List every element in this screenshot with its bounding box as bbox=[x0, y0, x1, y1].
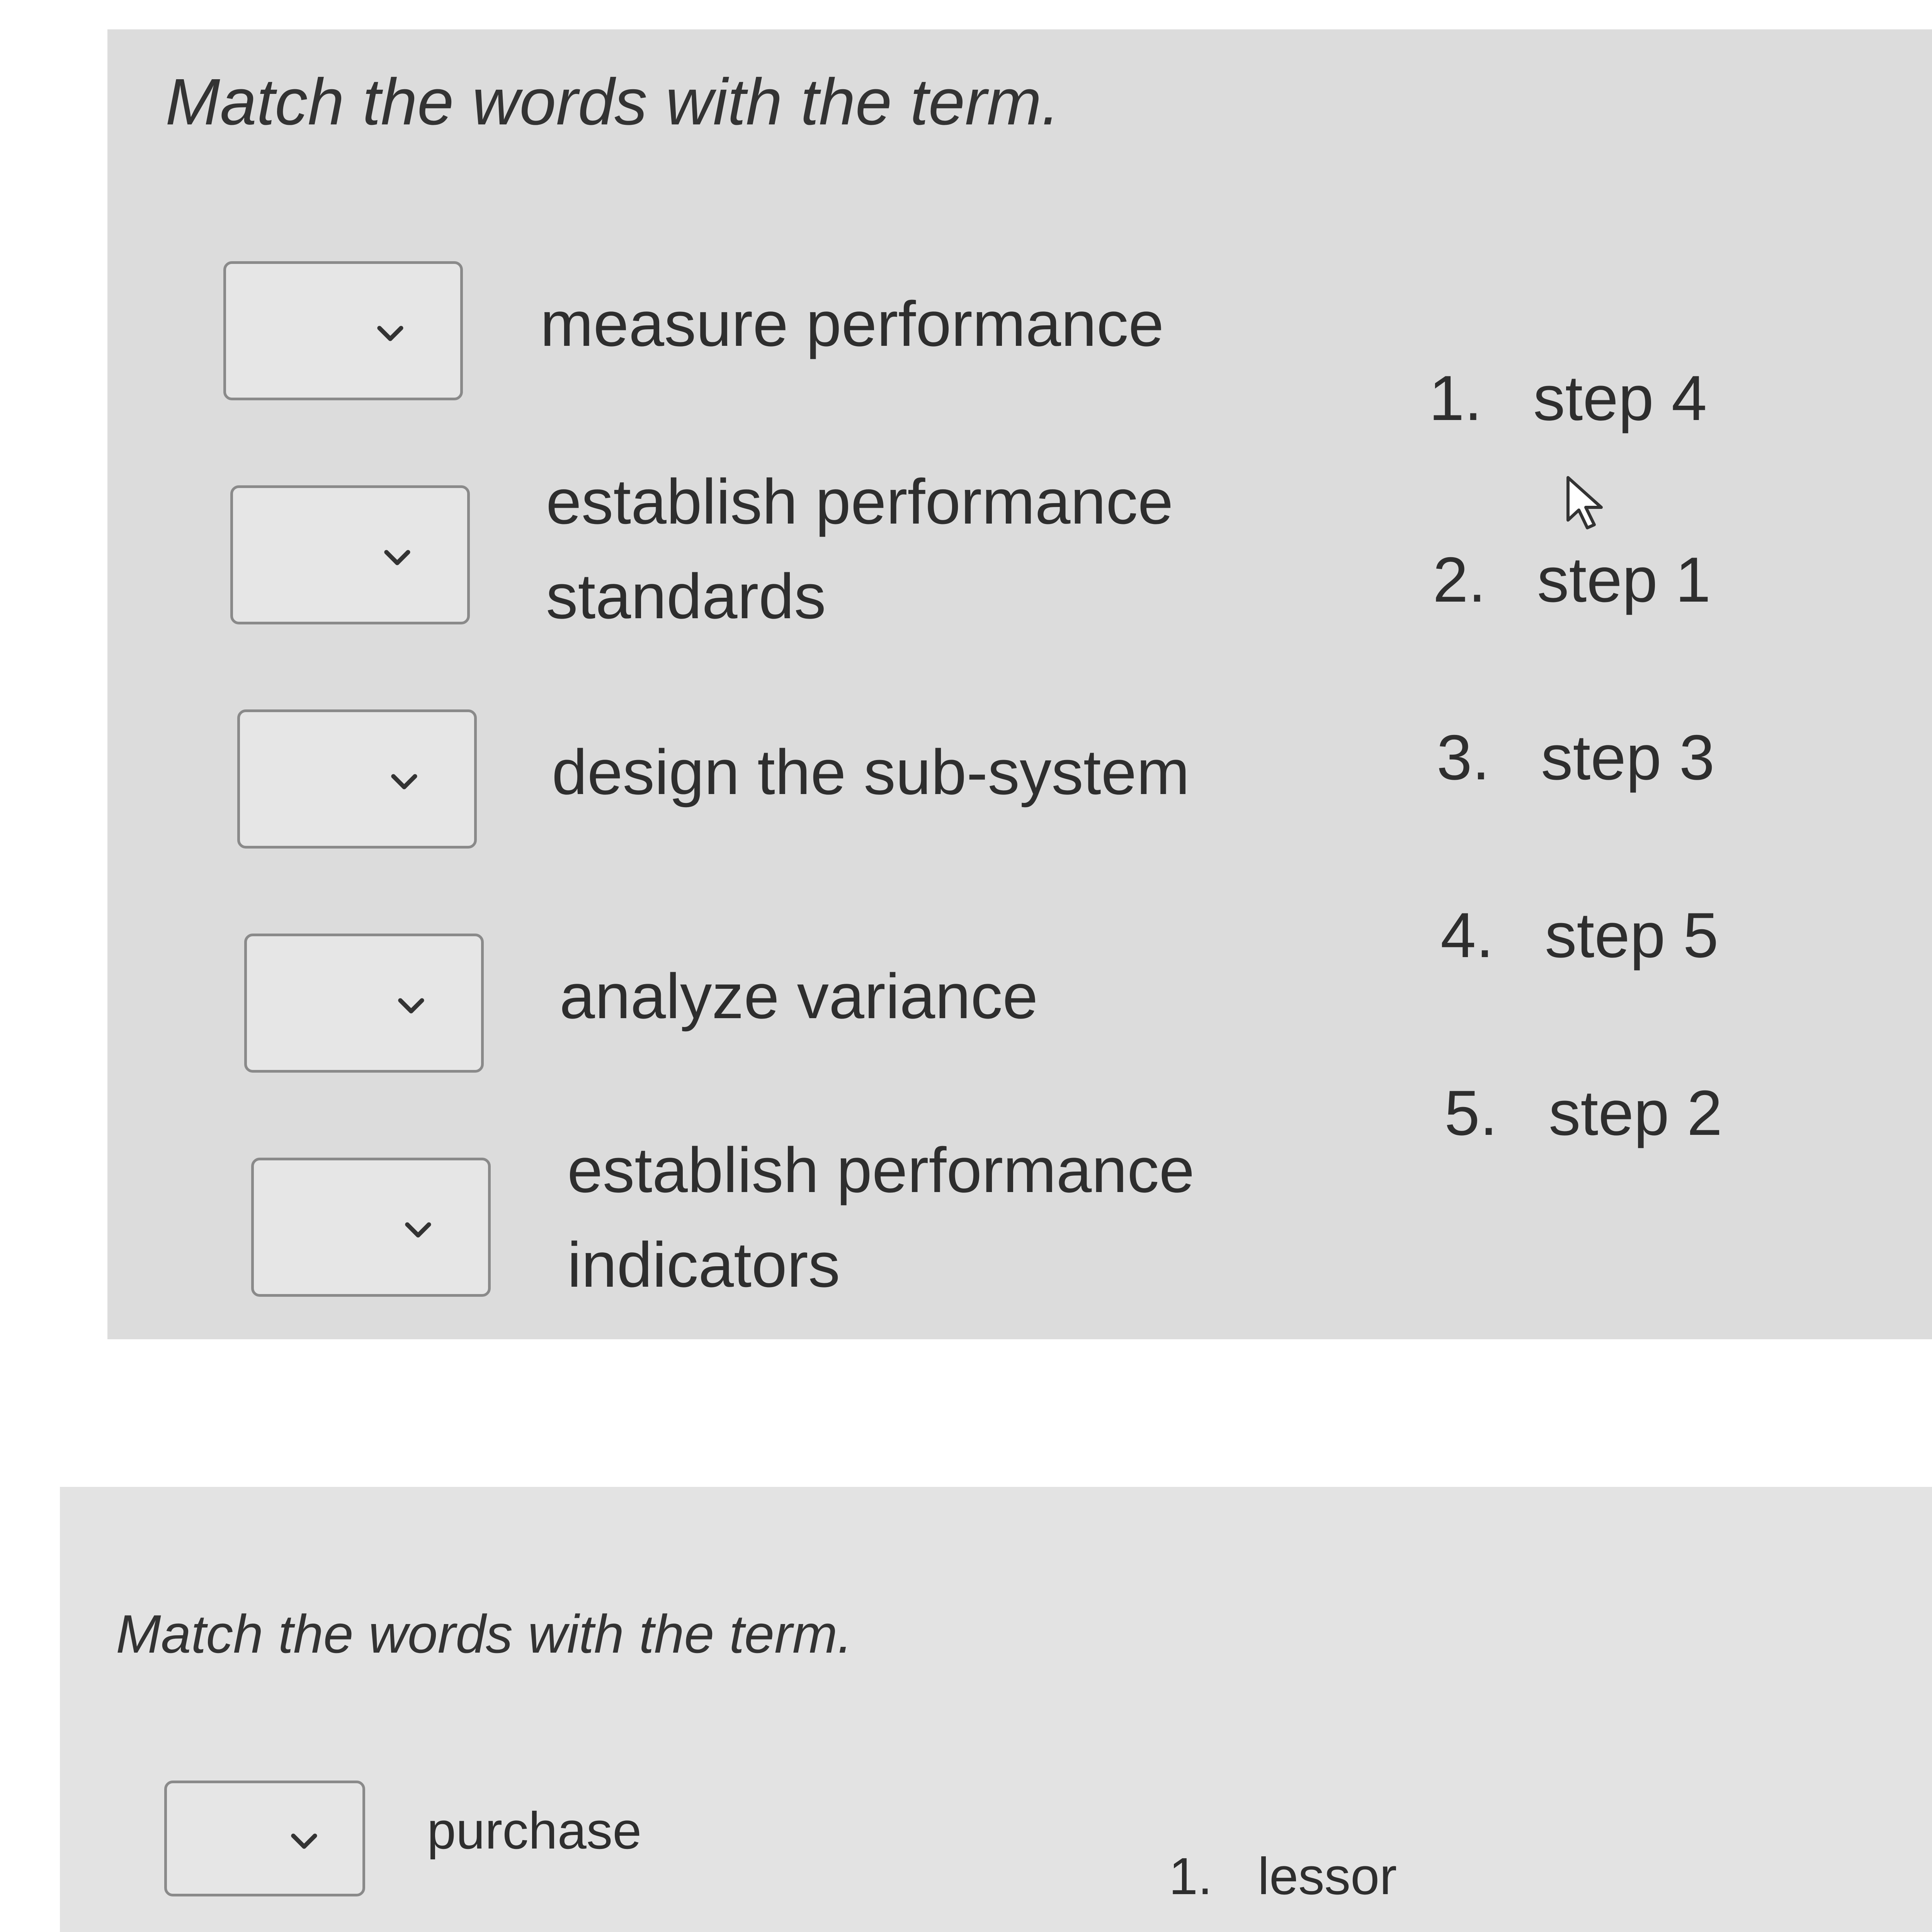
instruction-text: Match the words with the term. bbox=[116, 1604, 853, 1664]
instruction-text: Match the words with the term. bbox=[165, 65, 1060, 139]
term-text: measure performance bbox=[540, 288, 1164, 359]
match-select-4[interactable] bbox=[244, 934, 484, 1073]
term-text: design the sub-system bbox=[552, 736, 1190, 808]
chevron-down-icon bbox=[291, 1828, 318, 1855]
option-number: 4. bbox=[1440, 900, 1494, 971]
option-number: 2. bbox=[1433, 544, 1486, 615]
term-text: purchase bbox=[427, 1801, 642, 1860]
option-item bbox=[1169, 1846, 1397, 1906]
option-label: lessor bbox=[1258, 1847, 1397, 1905]
term-text: establish performance indicators bbox=[567, 1134, 1195, 1300]
arrow-pointer-icon bbox=[1564, 474, 1607, 532]
option-number: 1. bbox=[1169, 1847, 1213, 1905]
chevron-down-icon bbox=[377, 320, 404, 347]
option-item bbox=[1444, 1077, 1722, 1150]
question-20-panel bbox=[60, 1487, 1932, 1932]
match-select-1[interactable] bbox=[223, 261, 463, 400]
option-item bbox=[1440, 899, 1718, 972]
option-label: step 1 bbox=[1537, 544, 1711, 615]
term-text: analyze variance bbox=[560, 961, 1038, 1032]
option-label: step 3 bbox=[1541, 722, 1715, 793]
option-label: step 5 bbox=[1545, 900, 1719, 971]
term-text: establish performance standards bbox=[546, 466, 1173, 632]
option-number: 3. bbox=[1437, 722, 1490, 793]
match-select-5[interactable] bbox=[251, 1158, 491, 1297]
option-number: 5. bbox=[1444, 1077, 1498, 1148]
chevron-down-icon bbox=[391, 768, 418, 795]
match-select-3[interactable] bbox=[237, 709, 477, 849]
option-item bbox=[1433, 543, 1711, 616]
match-select-1[interactable] bbox=[164, 1781, 365, 1896]
option-label: step 2 bbox=[1549, 1077, 1723, 1148]
option-item bbox=[1429, 362, 1707, 435]
question-19-panel bbox=[107, 29, 1932, 1339]
option-item bbox=[1437, 721, 1714, 794]
option-number: 1. bbox=[1429, 362, 1482, 434]
chevron-down-icon bbox=[405, 1216, 432, 1243]
chevron-down-icon bbox=[384, 544, 411, 571]
option-label: step 4 bbox=[1533, 362, 1707, 434]
chevron-down-icon bbox=[398, 992, 425, 1019]
match-select-2[interactable] bbox=[230, 485, 470, 624]
